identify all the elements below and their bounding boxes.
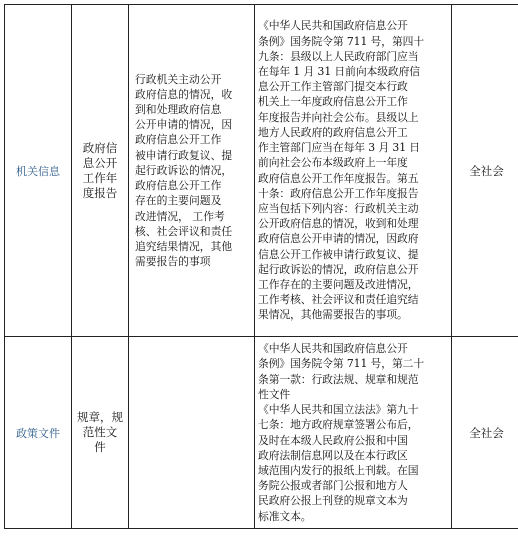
document-page [4, 4, 518, 529]
legal-basis-line: 性文件 [258, 387, 291, 401]
legal-basis-line: 政府信息公开工作年度报告。第五 [258, 171, 419, 185]
category-cell [5, 5, 72, 337]
content-cell [129, 337, 255, 529]
content-line: 存在的主要问题及 [135, 194, 222, 208]
legal-basis-line: 政府信息公开申请的情况，因政府 [258, 232, 419, 246]
legal-basis-line: 机关上一年度政府信息公开工作 [258, 95, 408, 109]
legal-basis-line: 域范围内发行的报纸上刊载。在国 [258, 463, 419, 477]
legal-basis-line: 及时在本级人民政府公报和中国 [258, 433, 408, 447]
table-row [5, 5, 518, 337]
content-line: 行政机关主动公开 [135, 72, 222, 86]
legal-basis-line: 息公开工作主管部门提交本行政 [258, 80, 408, 94]
legal-basis-line: 务院公报或者部门公报和地方人 [258, 479, 408, 493]
content-line: 改进情况， 工作考 [135, 209, 225, 223]
content-line: 公开申请的情况，因 [135, 118, 233, 132]
category-cell [5, 337, 72, 529]
item-name-cell [72, 337, 129, 529]
legal-basis-line: 民政府公报上刊登的规章文本为 [258, 494, 408, 508]
legal-basis-line: 地方人民政府的政府信息公开工 [258, 125, 408, 139]
scope-label: 全社会 [469, 163, 504, 178]
legal-basis-line: 公开政府信息的情况，收到和处理 [258, 217, 419, 231]
legal-basis-line: 《中华人民共和国立法法》第九十 [258, 403, 419, 417]
legal-basis-line: 工作存在的主要问题及改进情况， [258, 277, 419, 291]
item-name-line: 规章，规 [77, 410, 123, 424]
legal-basis-line: 作主管部门应当在每年 3 月 31 日 [258, 141, 420, 155]
legal-basis-line: 十条：政府信息公开工作年度报告 [258, 186, 419, 200]
content-line: 政府信息公开工作 [135, 179, 222, 193]
scope-cell [452, 337, 518, 529]
item-name-line: 政府信 [82, 140, 118, 155]
legal-basis-line: 起行政诉讼的情况，政府信息公开 [258, 262, 419, 276]
content-line: 政府信息的情况，收 [135, 87, 233, 101]
content-line: 到和处理政府信息 [135, 103, 222, 117]
content-line: 追究结果情况，其他 [135, 239, 233, 253]
item-name-line: 度报告 [82, 185, 118, 200]
item-name-line: 工作年 [82, 170, 118, 185]
legal-basis-cell [255, 337, 452, 529]
legal-basis-line: 在每年 1 月 31 日前向本级政府信 [258, 65, 420, 79]
content-line: 核、社会评议和责任 [135, 224, 233, 238]
legal-basis-line: 政府法制信息网以及在本行政区 [258, 448, 408, 462]
item-name-line: 范性文 [82, 425, 118, 439]
category-label: 政策文件 [16, 426, 60, 440]
legal-basis-line: 应当包括下列内容：行政机关主动 [258, 201, 419, 215]
category-label: 机关信息 [16, 164, 60, 178]
legal-basis-line: 七条：地方政府规章签署公布后， [258, 418, 419, 432]
legal-basis-line: 标准文本。 [258, 509, 312, 523]
legal-basis-cell [255, 5, 452, 337]
content-cell [129, 5, 255, 337]
scope-cell [452, 5, 518, 337]
legal-basis-line: 信息公开工作被申请行政复议、提 [258, 247, 419, 261]
legal-basis-line: 《中华人民共和国政府信息公开 [258, 19, 408, 33]
scope-label: 全社会 [469, 425, 504, 440]
table-row [5, 337, 518, 529]
content-line: 被申请行政复议、提 [135, 148, 233, 162]
content-line: 政府信息公开工作 [135, 133, 222, 147]
legal-basis-line: 前向社会公布本级政府上一年度 [258, 156, 408, 170]
legal-basis-line: 年度报告并向社会公布。县级以上 [258, 110, 419, 124]
legal-basis-line: 条第一款：行政法规、规章和规范 [258, 372, 419, 386]
item-name-cell [72, 5, 129, 337]
content-line: 起行政诉讼的情况， [135, 163, 233, 177]
legal-basis-line: 条例》国务院令第 711 号，第二十 [258, 357, 425, 371]
legal-basis-line: 工作考核、社会评议和责任追究结 [258, 293, 419, 307]
item-name-line: 件 [94, 440, 106, 454]
legal-basis-line: 《中华人民共和国政府信息公开 [258, 342, 408, 356]
legal-basis-line: 九条：县级以上人民政府部门应当 [258, 49, 419, 63]
item-name-line: 息公开 [82, 155, 118, 170]
legal-basis-line: 果情况，其他需要报告的事项。 [258, 308, 408, 322]
content-line: 需要报告的事项 [135, 255, 211, 269]
legal-basis-line: 条例》国务院令第 711 号，第四十 [258, 34, 425, 48]
disclosure-table [4, 4, 518, 529]
